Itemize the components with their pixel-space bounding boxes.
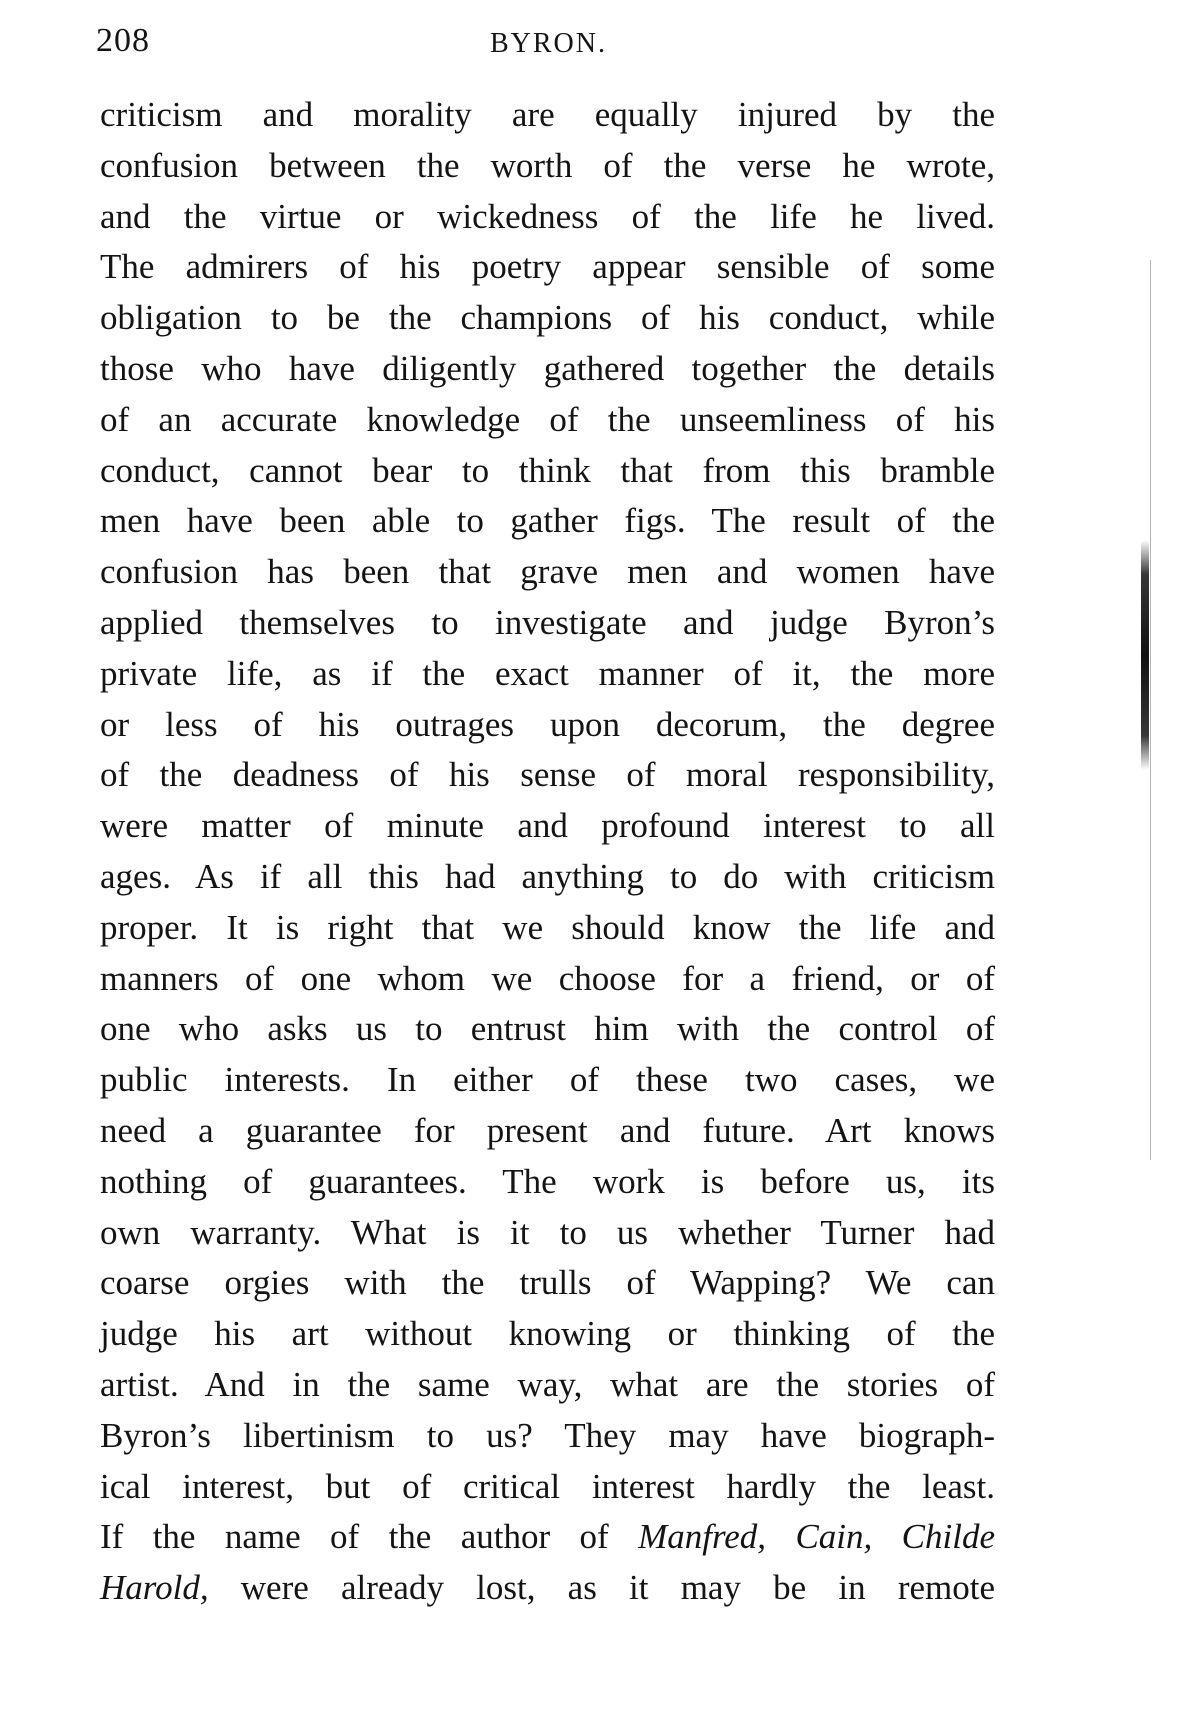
text-line: ages. As if all this had anything to do with criticism — [100, 856, 995, 896]
work-title-cain: Cain, — [795, 1517, 873, 1557]
text-line: private life, as if the exact manner of it, the more — [100, 653, 995, 693]
text-line: proper. It is right that we should know the life and — [100, 907, 995, 947]
text-line: artist. And in the same way, what are the stories of — [100, 1364, 995, 1404]
text-line: public interests. In either of these two cases, we — [100, 1060, 995, 1100]
work-title-manfred: Manfred, — [638, 1517, 767, 1557]
text-line: conduct, cannot bear to think that from this bramble — [100, 450, 995, 490]
text-segment — [872, 1517, 901, 1556]
text-segment: were already lost, as it may be in remote — [208, 1568, 995, 1608]
text-line: applied themselves to investigate and judge Byron’s — [100, 602, 995, 642]
body-text — [100, 90, 995, 1614]
text-line: obligation to be the champions of his conduct, while — [100, 298, 995, 338]
work-title-childe-harold-cont: Harold, — [100, 1568, 209, 1608]
running-head: BYRON. — [489, 28, 607, 59]
text-line: judge his art without knowing or thinking of the — [100, 1314, 995, 1354]
work-title-childe-harold: Childe — [901, 1517, 995, 1557]
text-line: criticism and morality are equally injured by the — [100, 95, 995, 134]
text-line: confusion between the worth of the verse he wrote, — [100, 145, 995, 185]
text-line: need a guarantee for present and future. Art knows — [100, 1110, 995, 1150]
scan-artifact — [1138, 520, 1152, 820]
scan-edge-line — [1150, 260, 1151, 1160]
text-segment — [766, 1517, 795, 1556]
text-line: one who asks us to entrust him with the control of — [100, 1009, 995, 1049]
page-number: 208 — [96, 22, 150, 59]
text-line: The admirers of his poetry appear sensible of some — [100, 247, 995, 287]
text-line: of an accurate knowledge of the unseemliness of his — [100, 399, 995, 439]
text-line: or less of his outrages upon decorum, the degree — [100, 704, 995, 744]
text-line: ical interest, but of critical interest hardly the least. — [100, 1466, 995, 1506]
text-line: own warranty. What is it to us whether Turner had — [100, 1212, 995, 1252]
text-line: of the deadness of his sense of moral responsibility, — [100, 755, 995, 795]
text-line: coarse orgies with the trulls of Wapping? We can — [100, 1263, 995, 1303]
text-line: those who have diligently gathered together the details — [100, 348, 995, 388]
text-line-with-titles — [100, 1563, 995, 1614]
text-line: Byron’s libertinism to us? They may have biograph- — [100, 1415, 995, 1455]
text-line: and the virtue or wickedness of the life he lived. — [100, 196, 995, 236]
scan-edge-mark — [1141, 540, 1149, 770]
page-header — [96, 22, 1001, 66]
text-segment: If the name of the author of — [100, 1517, 639, 1557]
text-line: confusion has been that grave men and women have — [100, 552, 995, 592]
text-line: nothing of guarantees. The work is before us, its — [100, 1161, 995, 1201]
text-line: men have been able to gather figs. The result of the — [100, 501, 995, 541]
text-line: manners of one whom we choose for a friend, or of — [100, 958, 995, 998]
text-line-with-titles — [100, 1512, 995, 1563]
text-line: were matter of minute and profound interest to all — [100, 806, 995, 846]
